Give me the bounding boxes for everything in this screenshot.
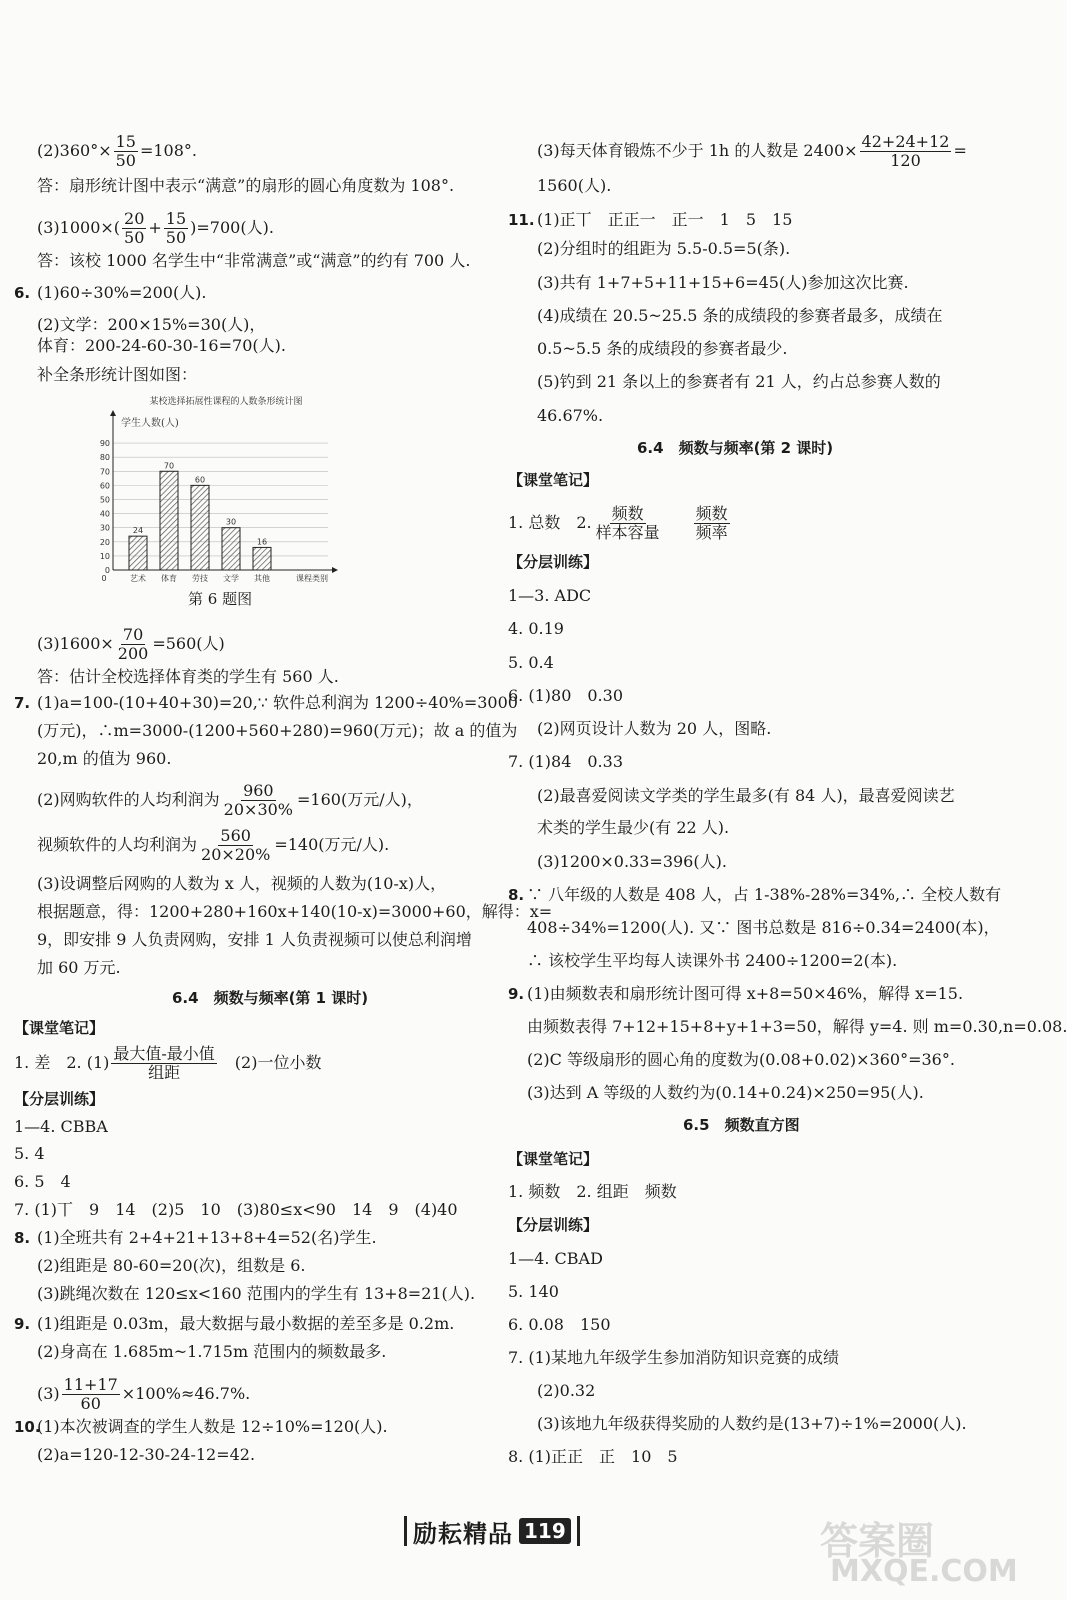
- answer-line: 7. (1)丅 9 14 (2)5 10 (3)80≤x<90 14 9 (4)40: [14, 1200, 458, 1219]
- answer-line: (3)设调整后网购的人数为 x 人，视频的人数为(10-x)人，: [37, 874, 447, 893]
- bar-value-label: 60: [194, 475, 206, 485]
- answer-line: 答：该校 1000 名学生中“非常满意”或“满意”的约有 700 人.: [37, 251, 471, 270]
- answer-line: 0.5~5.5 条的成绩段的参赛者最少.: [537, 339, 788, 358]
- answer-line: 根据题意，得：1200+280+160x+140(10-x)=3000+60，解得：x=: [37, 902, 553, 921]
- bar-体育: [160, 471, 178, 570]
- question-number: 8.: [14, 1229, 31, 1247]
- answer-line: (3)每天体育锻炼不少于 1h 的人数是 2400× $\frac{42+24+12}{120}$ =: [537, 132, 967, 170]
- answer-line: 加 60 万元.: [37, 958, 121, 977]
- answer-line: (1)a=100-(10+40+30)=20,∵ 软件总利润为 1200÷40%=3000: [37, 693, 518, 712]
- question-number: 9.: [508, 985, 525, 1003]
- watermark-text: 答案圈: [820, 1519, 935, 1563]
- answer-line: ∵ 八年级的人数是 408 人，占 1-38%-28%=34%,∴ 全校人数有: [527, 885, 1002, 904]
- answer-line: 1560(人).: [537, 176, 612, 195]
- x-tick-label: 文学: [223, 574, 239, 583]
- answer-line: (1)由频数表和扇形统计图可得 x+8=50×46%，解得 x=15.: [527, 984, 964, 1003]
- answer-line: (2)网页设计人数为 20 人，图略.: [537, 719, 772, 738]
- answer-line: (2)网购软件的人均利润为 $\frac{960}{20\times 30\%}$ =160(万元/人)，: [37, 781, 423, 819]
- page-number: 119: [519, 1518, 571, 1544]
- footer-divider: [404, 1516, 407, 1546]
- training-header: 【分层训练】: [508, 1216, 599, 1234]
- answer-line: 6. 5 4: [14, 1172, 71, 1191]
- section-title: 6.4 频数与频率(第 1 课时): [172, 989, 369, 1007]
- brand-name: 励耘精品: [413, 1519, 513, 1548]
- training-header: 【分层训练】: [508, 553, 599, 571]
- answer-line: 5. 4: [14, 1144, 45, 1163]
- answer-line: 4. 0.19: [508, 619, 564, 638]
- answer-line: 补全条形统计图如图：: [37, 365, 198, 384]
- answer-line: 7. (1)84 0.33: [508, 752, 624, 771]
- answer-line: (2)a=120-12-30-24-12=42.: [37, 1445, 256, 1464]
- page-footer: [398, 1513, 586, 1549]
- answer-line: 1. 频数 2. 组距 频数: [508, 1182, 677, 1201]
- answer-line: (2)身高在 1.685m~1.715m 范围内的频数最多.: [37, 1342, 387, 1361]
- answer-line: (1)全班共有 2+4+21+13+8+4=52(名)学生.: [37, 1228, 377, 1247]
- bar-value-label: 70: [163, 461, 175, 471]
- answer-line: 1. 总数 2. $\frac{\text{频数}}{\text{样本容量}}$ $\frac{\text{频数}}{\text{频率}}$: [508, 504, 728, 542]
- bar-value-label: 24: [132, 526, 144, 536]
- watermark-text: MXQE.COM: [830, 1554, 1018, 1589]
- y-axis-arrow: [110, 410, 116, 416]
- answer-line: (3)1200×0.33=396(人).: [537, 852, 727, 871]
- answer-line: (2)C 等级扇形的圆心角的度数为(0.08+0.02)×360°=36°.: [527, 1050, 955, 1069]
- question-number: 7.: [14, 694, 31, 712]
- x-tick-label: 劳技: [192, 574, 208, 583]
- answer-line: 视频软件的人均利润为 $\frac{560}{20\times 20\%}$ =140(万元/人).: [37, 826, 390, 864]
- bar-劳技: [191, 485, 209, 570]
- y-tick-label: 10: [99, 551, 110, 561]
- question-number: 9.: [14, 1315, 31, 1333]
- answer-line: (2)分组时的组距为 5.5-0.5=5(条).: [537, 239, 791, 258]
- origin-label: 0: [101, 574, 107, 583]
- y-tick-label: 0: [104, 566, 110, 575]
- answer-line: (3)达到 A 等级的人数约为(0.14+0.24)×250=95(人).: [527, 1083, 924, 1102]
- answer-line: 20,m 的值为 960.: [37, 749, 172, 768]
- bar-文学: [222, 528, 240, 570]
- answer-line: (1)组距是 0.03m，最大数据与最小数据的差至多是 0.2m.: [37, 1314, 455, 1333]
- question-number: 10.: [14, 1418, 41, 1436]
- answer-line: 答：扇形统计图中表示“满意”的扇形的圆心角度数为 108°.: [37, 176, 455, 195]
- y-tick-label: 70: [99, 467, 110, 477]
- bar-chart-svg: [96, 396, 356, 610]
- question-number: 8.: [508, 886, 525, 904]
- answer-line: 7. (1)某地九年级学生参加消防知识竞赛的成绩: [508, 1348, 840, 1367]
- answer-line: 6. 0.08 150: [508, 1315, 611, 1334]
- answer-line: 1. 差 2. (1) $\frac{\text{最大值-最小值}}{\text{组距}}$ (2)一位小数: [14, 1044, 322, 1082]
- x-tick-label: 其他: [254, 574, 270, 583]
- y-tick-label: 90: [99, 439, 110, 449]
- answer-line: (1)正丅 正正一 正一 1 5 15: [537, 210, 793, 229]
- y-tick-label: 50: [99, 495, 110, 505]
- notes-header: 【课堂笔记】: [508, 471, 599, 489]
- answer-line: (3) $\frac{11+17}{60}$ ×100%≈46.7%.: [37, 1375, 251, 1413]
- watermark: [820, 1510, 1018, 1590]
- answer-line: (1)本次被调查的学生人数是 12÷10%=120(人).: [37, 1417, 388, 1436]
- training-header: 【分层训练】: [14, 1090, 105, 1108]
- bar-value-label: 16: [256, 537, 268, 547]
- bar-value-label: 30: [225, 517, 237, 527]
- y-tick-label: 20: [99, 537, 110, 547]
- notes-header: 【课堂笔记】: [14, 1019, 105, 1037]
- answer-line: 46.67%.: [537, 406, 604, 425]
- x-tick-label: 艺术: [130, 574, 146, 583]
- figure-caption: 第 6 题图: [188, 590, 253, 608]
- question-number: 11.: [508, 211, 535, 229]
- chart-title: 某校选择拓展性课程的人数条形统计图: [149, 397, 303, 407]
- y-tick-label: 30: [99, 523, 110, 533]
- answer-line: 5. 140: [508, 1282, 559, 1301]
- answer-line: (2)360°× $\frac{15}{50}$ =108°.: [37, 132, 197, 170]
- answer-line: (2)0.32: [537, 1381, 596, 1400]
- bar-其他: [253, 547, 271, 570]
- section-title: 6.4 频数与频率(第 2 课时): [637, 439, 834, 457]
- answer-line: 6. (1)80 0.30: [508, 686, 624, 705]
- fraction: $\frac{15}{50}$: [115, 132, 136, 170]
- answer-line: 答：估计全校选择体育类的学生有 560 人.: [37, 667, 339, 686]
- answer-line: 9，即安排 9 人负责网购，安排 1 人负责视频可以使总利润增: [37, 930, 472, 949]
- answer-line: (3)1600× $\frac{70}{200}$ =560(人): [37, 625, 225, 663]
- question-number: 6.: [14, 284, 31, 302]
- answer-line: 5. 0.4: [508, 653, 554, 672]
- section-title: 6.5 频数直方图: [683, 1116, 800, 1134]
- y-tick-label: 40: [99, 509, 110, 519]
- answer-line: (5)钓到 21 条以上的参赛者有 21 人，约占总参赛人数的: [537, 372, 941, 391]
- answer-line: (2)组距是 80-60=20(次)，组数是 6.: [37, 1256, 306, 1275]
- y-tick-label: 60: [99, 481, 110, 491]
- x-tick-label: 体育: [161, 574, 177, 583]
- answer-line: 术类的学生最少(有 22 人).: [537, 818, 730, 837]
- bar-艺术: [129, 536, 147, 570]
- answer-line: 由频数表得 7+12+15+8+y+1+3=50，解得 y=4. 则 m=0.30,n=0.08.: [527, 1017, 1067, 1036]
- answer-line: (3)跳绳次数在 120≤x<160 范围内的学生有 13+8=21(人).: [37, 1284, 476, 1303]
- answer-line: (3)1000×( $\frac{20}{50}$ + $\frac{15}{50}$ )=700(人).: [37, 209, 274, 247]
- answer-line: (万元)，∴m=3000-(1200+560+280)=960(万元)；故 a 的值为: [37, 721, 518, 740]
- answer-line: 8. (1)正正 正 10 5: [508, 1447, 678, 1466]
- x-axis-arrow: [332, 567, 338, 573]
- x-axis-label: 课程类别: [296, 574, 328, 583]
- answer-line: 1—3. ADC: [508, 586, 592, 605]
- y-tick-label: 80: [99, 453, 110, 463]
- answer-line: (3)共有 1+7+5+11+15+6=45(人)参加这次比赛.: [537, 273, 909, 292]
- answer-line: (4)成绩在 20.5~25.5 条的成绩段的参赛者最多，成绩在: [537, 306, 943, 325]
- y-axis-label: 学生人数(人): [121, 418, 179, 429]
- notes-header: 【课堂笔记】: [508, 1150, 599, 1168]
- footer-divider: [577, 1516, 580, 1546]
- bar-chart: [96, 396, 356, 610]
- answer-line: (2)文学：200×15%=30(人)，: [37, 315, 266, 334]
- answer-line: (3)该地九年级获得奖励的人数约是(13+7)÷1%=2000(人).: [537, 1414, 967, 1433]
- answer-line: ∴ 该校学生平均每人读课外书 2400÷1200=2(本).: [527, 951, 898, 970]
- answer-line: 体育：200-24-60-30-16=70(人).: [37, 336, 286, 355]
- answer-line: 1—4. CBAD: [508, 1249, 603, 1268]
- answer-line: 1—4. CBBA: [14, 1117, 108, 1136]
- answer-line: (1)60÷30%=200(人).: [37, 283, 207, 302]
- answer-line: 408÷34%=1200(人). 又∵ 图书总数是 816÷0.34=2400(本)，: [527, 918, 1000, 937]
- answer-line: (2)最喜爱阅读文学类的学生最多(有 84 人)，最喜爱阅读艺: [537, 786, 955, 805]
